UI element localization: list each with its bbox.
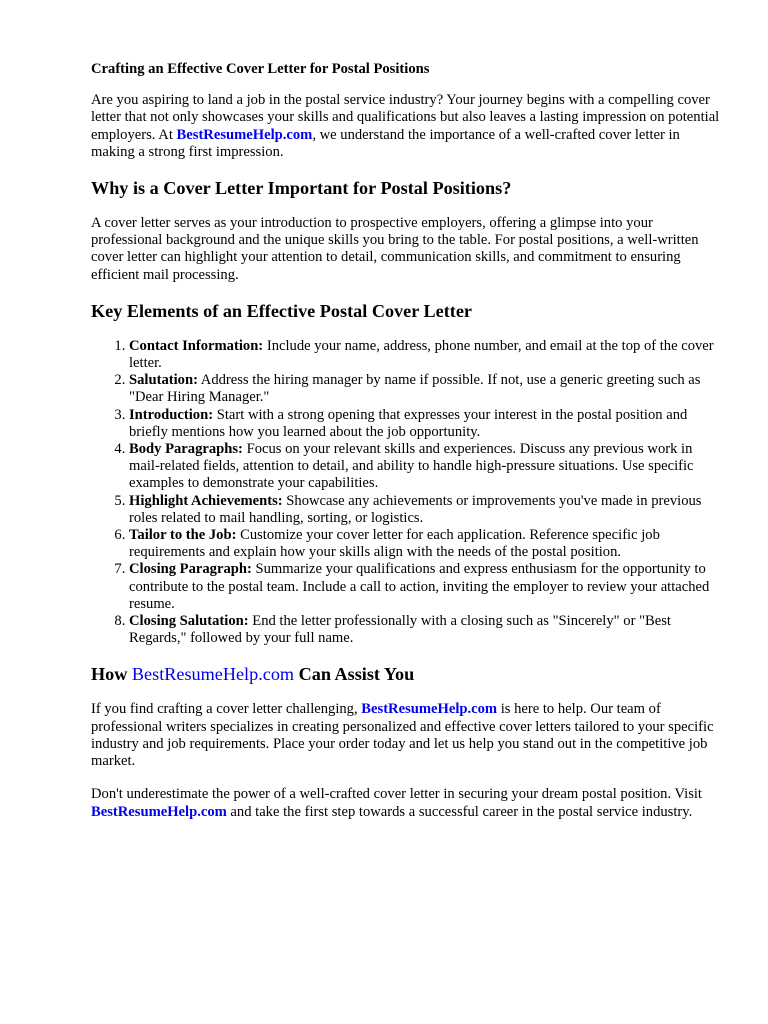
list-item-text: End the letter professionally with a closing such as "Sincerely" or "Best Regards," followed by your full name. — [129, 613, 671, 647]
assist-text-pre: If you find crafting a cover letter challenging, — [91, 701, 358, 718]
assist-paragraph — [91, 701, 722, 770]
assist-link[interactable]: BestResumeHelp.com — [361, 701, 498, 718]
closing-text-post: and take the first step towards a successful career in the postal service industry. — [226, 803, 693, 820]
section-heading-assist — [91, 663, 722, 685]
assist-text-post: is here to help. Our team of professional writers specializes in creating personalized and effective cover letters tailored to your specific industry and job requirements. Place your order today and let us help you stand out in the competitive job market. — [91, 701, 714, 770]
list-item-text: Customize your cover letter for each application. Reference specific job requirements and explain how your skills align with the needs of the postal position. — [129, 527, 660, 561]
assist-heading-pre: How — [91, 664, 128, 685]
list-item-label: Introduction: — [129, 406, 214, 423]
list-item-text: Focus on your relevant skills and experiences. Discuss any previous work in mail-related fields, attention to detail, and ability to handle high-pressure situations. Use specific examples to demonstrate your capabilities. — [129, 441, 694, 492]
assist-heading-link[interactable]: BestResumeHelp.com — [131, 664, 295, 685]
list-item-label: Tailor to the Job: — [129, 527, 237, 544]
intro-paragraph — [91, 92, 722, 161]
list-item — [129, 338, 722, 372]
list-item-label: Body Paragraphs: — [129, 441, 243, 458]
closing-link[interactable]: BestResumeHelp.com — [91, 803, 227, 820]
list-item-text: Include your name, address, phone number, and email at the top of the cover letter. — [129, 337, 714, 372]
list-item — [129, 493, 722, 527]
list-item-text: Summarize your qualifications and express enthusiasm for the opportunity to contribute to the postal team. Include a call to action, inviting the employer to review your attached resume. — [129, 561, 710, 612]
list-item-label: Closing Paragraph: — [129, 561, 252, 578]
closing-paragraph — [91, 786, 722, 820]
list-item — [129, 527, 722, 561]
document-title: Crafting an Effective Cover Letter for Postal Positions — [91, 61, 430, 77]
list-item — [129, 407, 722, 441]
list-item-text: Address the hiring manager by name if possible. If not, use a generic greeting such as "Dear Hiring Manager." — [129, 372, 701, 406]
list-item-label: Closing Salutation: — [129, 613, 249, 630]
list-item — [129, 372, 722, 406]
list-item-text: Start with a strong opening that expresses your interest in the postal position and briefly mentions how you learned about the job opportunity. — [129, 406, 688, 440]
list-item-text: Showcase any achievements or improvements you've made in previous roles related to mail handling, sorting, or logistics. — [129, 492, 702, 526]
intro-text-post: , we understand the importance of a well-crafted cover letter in making a strong first impression. — [91, 126, 680, 160]
importance-paragraph: A cover letter serves as your introduction to prospective employers, offering a glimpse into your professional background and the unique skills you bring to the table. For postal positions, a well-written cover letter can highlight your attention to detail, communication skills, and commitment to ensuring efficient mail processing. — [91, 215, 699, 283]
closing-text-pre: Don't underestimate the power of a well-crafted cover letter in securing your dream postal position. Visit — [91, 786, 702, 803]
list-item-label: Contact Information: — [129, 337, 264, 354]
intro-link[interactable]: BestResumeHelp.com — [176, 126, 313, 143]
list-item — [129, 613, 722, 647]
list-item — [129, 441, 722, 493]
list-item-label: Highlight Achievements: — [129, 492, 283, 509]
section-heading-key-elements: Key Elements of an Effective Postal Cover Letter — [91, 300, 472, 321]
section-heading-importance: Why is a Cover Letter Important for Postal Positions? — [91, 178, 512, 199]
assist-heading-post: Can Assist You — [298, 664, 415, 685]
key-elements-list — [91, 338, 722, 648]
intro-text-pre: Are you aspiring to land a job in the postal service industry? Your journey begins with a compelling cover letter that not only showcases your skills and qualifications but also leaves a lasting impression on potential employers. At — [91, 92, 720, 143]
list-item-label: Salutation: — [129, 372, 198, 389]
list-item — [129, 561, 722, 613]
